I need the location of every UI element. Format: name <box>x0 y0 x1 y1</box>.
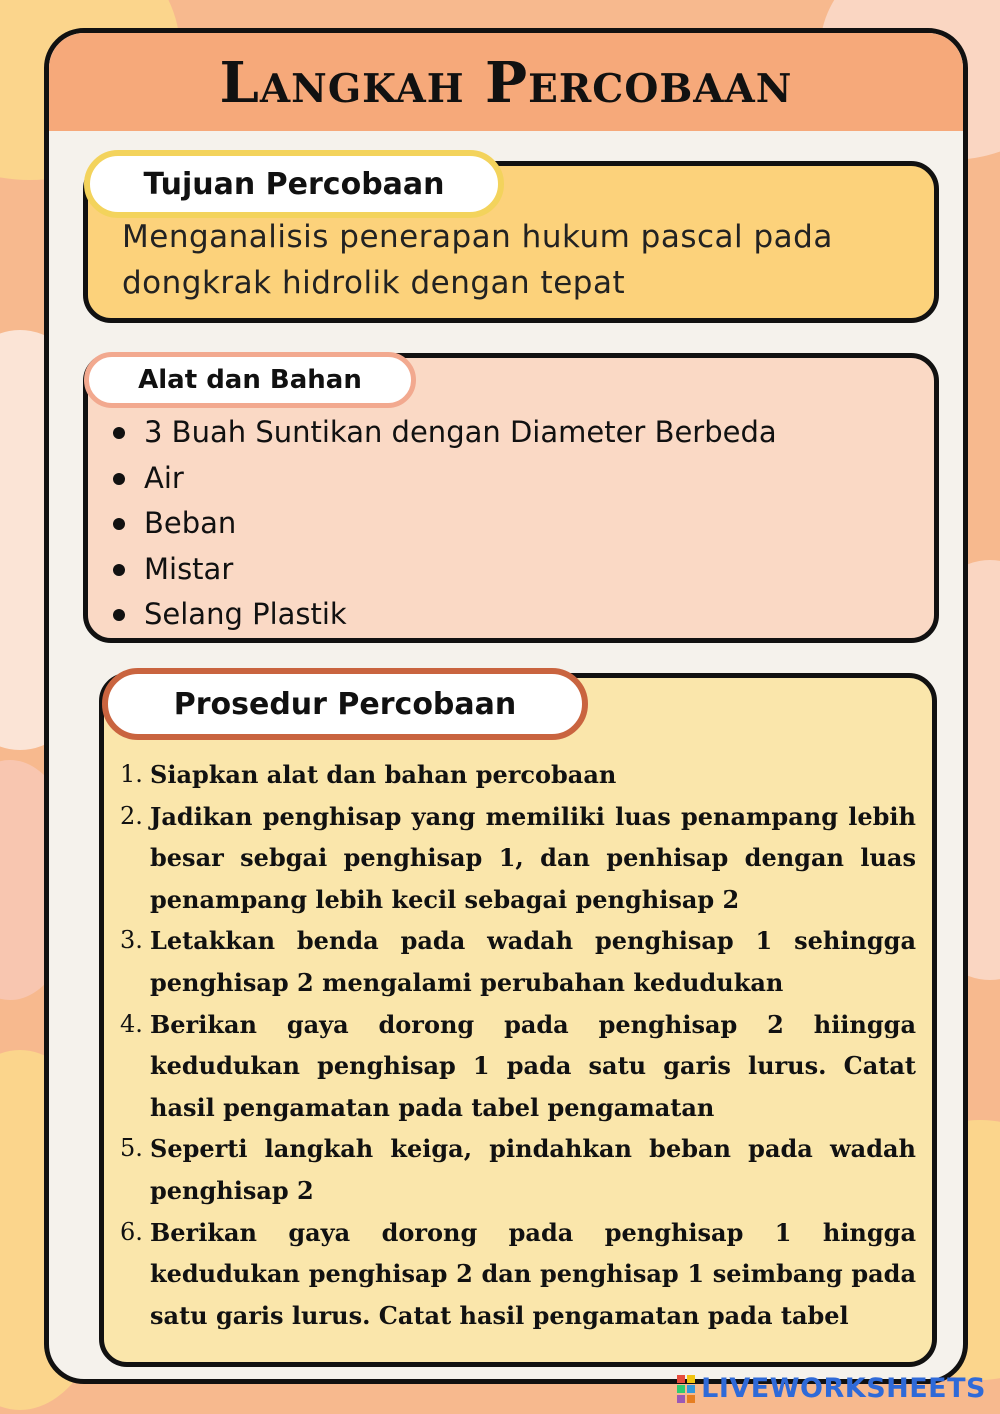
procedure-box <box>99 673 937 1367</box>
goal-heading: Tujuan Percobaan <box>84 150 504 218</box>
step-number: 5. <box>120 1134 143 1163</box>
step-number: 3. <box>120 926 143 955</box>
step-number: 4. <box>120 1009 143 1038</box>
procedure-steps <box>120 754 916 1336</box>
list-item-text: Mistar <box>144 551 234 586</box>
goal-text: Menganalisis penerapan hukum pascal pada dongkrak hidrolik dengan tepat <box>122 219 833 301</box>
step-text: Siapkan alat dan bahan percobaan <box>150 760 617 789</box>
brand-text: LIVEWORKSHEETS <box>701 1373 986 1404</box>
bullet-icon <box>113 427 125 439</box>
materials-heading: Alat dan Bahan <box>84 352 416 408</box>
bullet-icon <box>113 609 125 621</box>
list-item <box>110 547 777 593</box>
step-text: Seperti langkah keiga, pindahkan beban pada wadah penghisap 2 <box>150 1134 916 1205</box>
liveworksheets-footer[interactable] <box>677 1373 986 1404</box>
step-number: 1. <box>120 760 143 788</box>
procedure-step <box>120 920 916 1003</box>
procedure-step <box>120 1128 916 1211</box>
page-title: Langkah Percobaan <box>219 50 793 116</box>
materials-list <box>110 410 777 638</box>
step-number: 6. <box>120 1217 143 1246</box>
procedure-step <box>120 754 916 796</box>
goal-box <box>83 161 939 323</box>
list-item-text: Beban <box>144 506 237 540</box>
step-text: Jadikan penghisap yang memiliki luas penampang lebih besar sebgai penghisap 1, dan penhisap dengan luas penampang lebih kecil sebagai penghisap 2 <box>150 801 916 914</box>
materials-box <box>83 353 939 643</box>
bullet-icon <box>113 473 125 485</box>
procedure-step <box>120 796 916 921</box>
list-item <box>110 501 777 547</box>
bullet-icon <box>113 518 125 530</box>
procedure-step <box>120 1004 916 1129</box>
step-number: 2. <box>120 801 143 830</box>
list-item-text: Air <box>144 460 184 495</box>
step-text: Letakkan benda pada wadah penghisap 1 sehingga penghisap 2 mengalami perubahan kedudukan <box>150 926 916 997</box>
bullet-icon <box>113 564 125 576</box>
title-bar <box>49 33 963 131</box>
list-item-text: Selang Plastik <box>144 597 347 631</box>
step-text: Berikan gaya dorong pada penghisap 2 hiingga kedudukan penghisap 1 pada satu garis lurus. Catat hasil pengamatan pada tabel pengamatan <box>150 1009 916 1122</box>
list-item-text: 3 Buah Suntikan dengan Diameter Berbeda <box>144 415 777 449</box>
worksheet-card <box>44 28 968 1384</box>
list-item <box>110 592 777 638</box>
procedure-heading: Prosedur Percobaan <box>102 668 588 740</box>
list-item <box>110 410 777 456</box>
liveworksheets-logo-icon <box>677 1375 695 1403</box>
list-item <box>110 456 777 502</box>
procedure-step <box>120 1212 916 1337</box>
step-text: Berikan gaya dorong pada penghisap 1 hingga kedudukan penghisap 2 dan penghisap 1 seimbang pada satu garis lurus. Catat hasil pengamatan pada tabel <box>150 1217 916 1330</box>
